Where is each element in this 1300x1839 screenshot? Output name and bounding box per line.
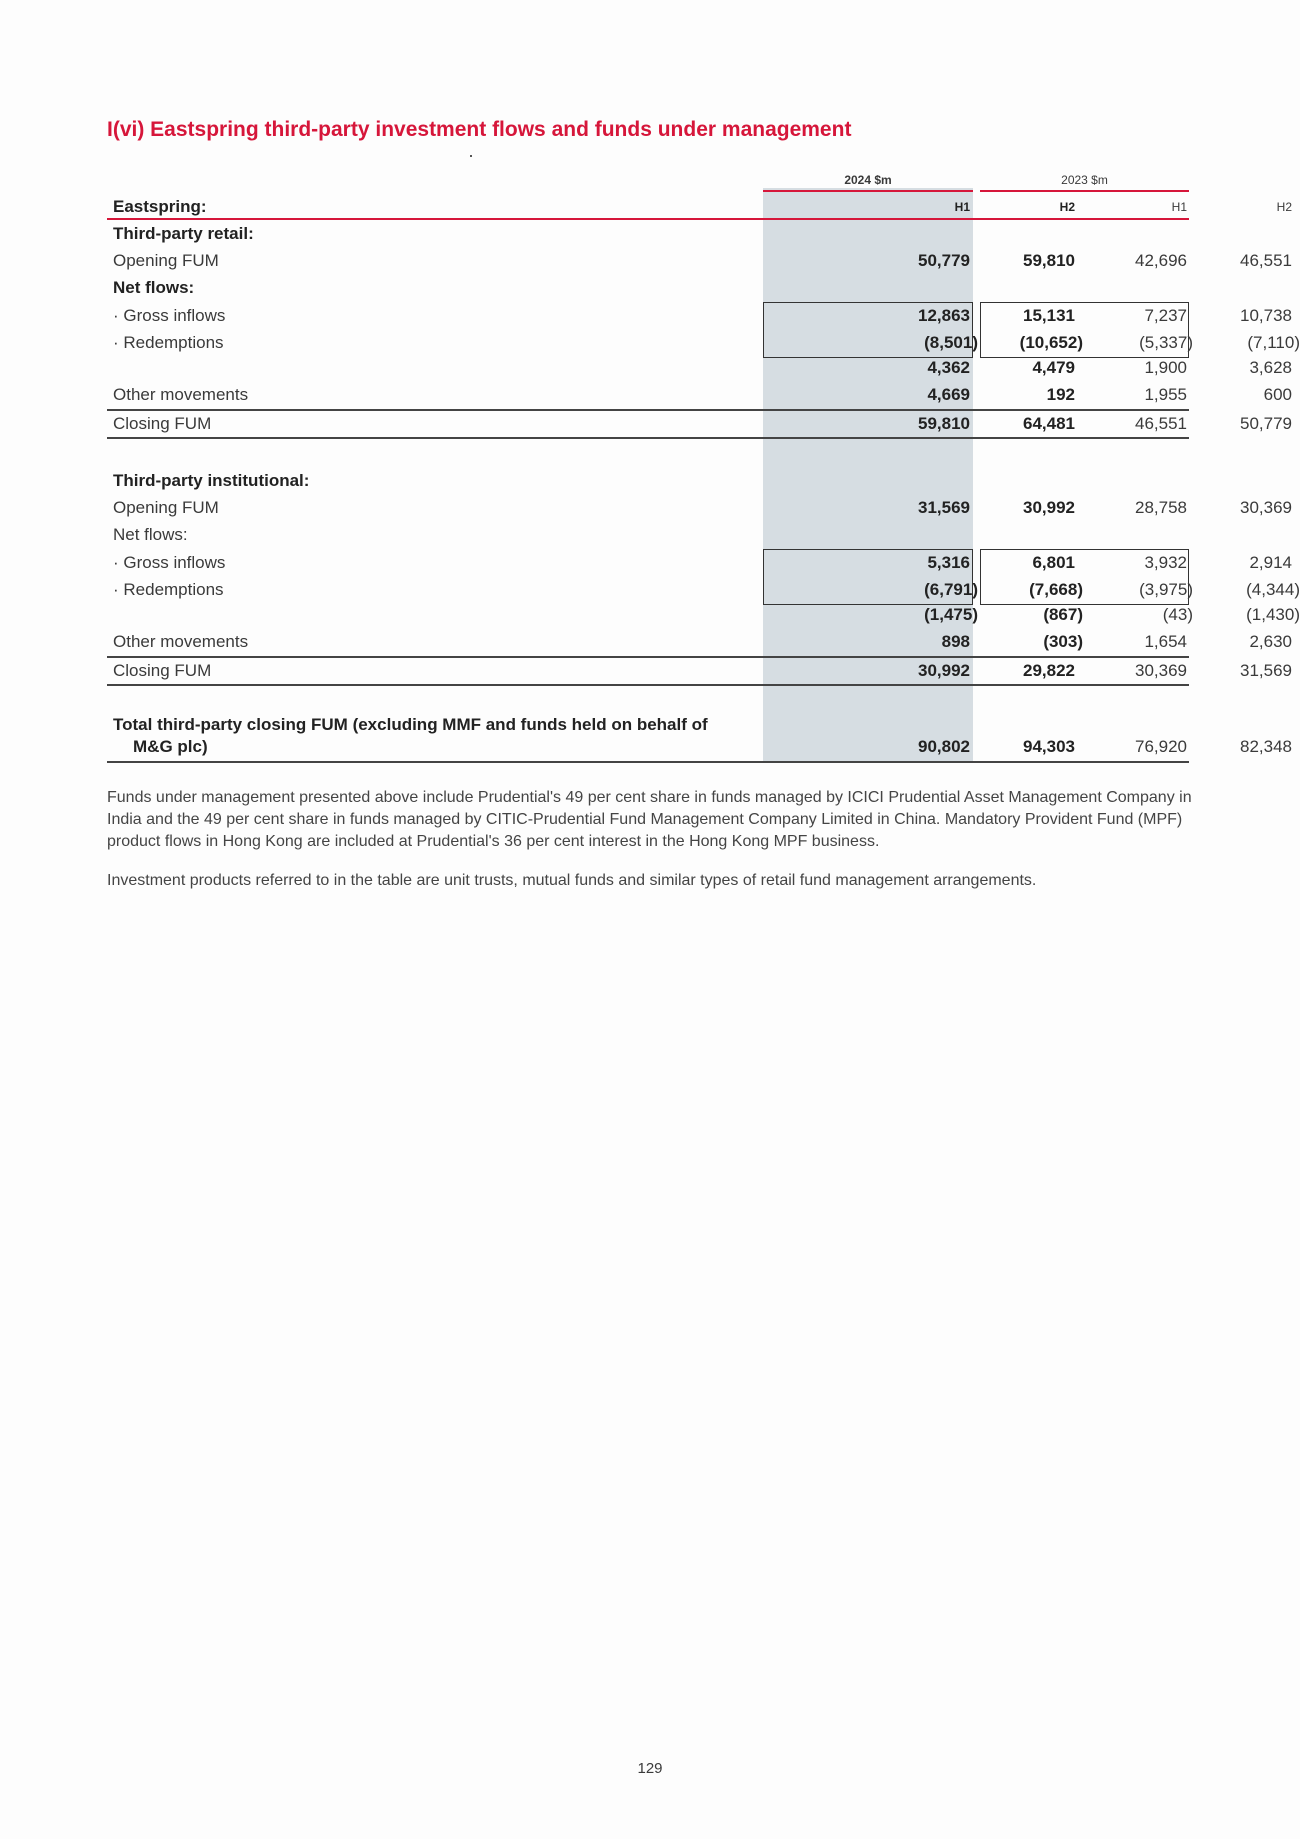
retail-heading: Third-party retail: <box>113 224 254 243</box>
inst-heading-row <box>107 468 1189 494</box>
value-2023-h1: 42,696 <box>1135 251 1187 270</box>
retail-net-row <box>107 355 1292 381</box>
col-h2-2024: H2 <box>1059 200 1075 214</box>
value-2024-h1: 30,992 <box>918 661 970 680</box>
value-2024-h1: 50,779 <box>918 251 970 270</box>
value-2023-h1: 28,758 <box>1135 498 1187 517</box>
inst-closing-row <box>107 658 1292 684</box>
value-2024-h2: (10,652) <box>1019 333 1083 352</box>
value-2023-h2: (4,344) <box>1246 580 1300 599</box>
retail-heading-row <box>107 221 1189 247</box>
rule <box>107 437 1189 439</box>
value-2023-h1: (5,337) <box>1139 333 1193 352</box>
inst-net-row <box>107 602 1300 628</box>
row-label: Closing FUM <box>113 414 212 433</box>
retail-gross-row <box>107 303 1292 329</box>
value-2024-h1: 898 <box>941 632 970 651</box>
year-2023-rule <box>980 190 1189 192</box>
row-label: Opening FUM <box>113 498 219 517</box>
value-2023-h1: 1,900 <box>1144 358 1187 377</box>
value-2024-h2: 64,481 <box>1023 414 1075 433</box>
inst-opening-row <box>107 495 1292 521</box>
retail-netflows-row <box>107 275 1189 301</box>
row-label: Other movements <box>113 632 249 651</box>
header-rule <box>107 218 1189 220</box>
header-label: Eastspring: <box>113 197 207 216</box>
value-2024-h1: 12,863 <box>918 306 970 325</box>
value-2023-h2: 2,914 <box>1249 553 1292 572</box>
inst-gross-row <box>107 550 1292 576</box>
year-2024-header: 2024 $m <box>844 173 892 187</box>
value-2024-h1: 31,569 <box>918 498 970 517</box>
value-2023-h2: 3,628 <box>1249 358 1292 377</box>
col-h2-2023: H2 <box>1276 200 1292 214</box>
value-2024-h2: 94,303 <box>1023 737 1075 756</box>
row-label: Closing FUM <box>113 661 212 680</box>
value-2023-h1: 1,654 <box>1144 632 1187 651</box>
value-2023-h2: 2,630 <box>1249 632 1292 651</box>
retail-other-row <box>107 382 1292 408</box>
year-2024-rule <box>763 190 973 192</box>
row-label: · Gross inflows <box>113 553 226 572</box>
row-label: Other movements <box>113 385 249 404</box>
retail-opening-row <box>107 248 1292 274</box>
header-row <box>107 194 1292 220</box>
value-2023-h1: 76,920 <box>1135 737 1187 756</box>
row-label: · Redemptions <box>113 580 224 599</box>
row-label: · Redemptions <box>113 333 224 352</box>
value-2024-h1: (6,791) <box>924 580 978 599</box>
value-2024-h2: 192 <box>1046 385 1075 404</box>
value-2024-h1: (1,475) <box>924 605 978 624</box>
stray-dot <box>470 155 472 157</box>
value-2024-h1: 59,810 <box>918 414 970 433</box>
value-2023-h1: 1,955 <box>1144 385 1187 404</box>
value-2023-h1: (43) <box>1162 605 1193 624</box>
value-2023-h2: (1,430) <box>1246 605 1300 624</box>
value-2024-h1: 90,802 <box>918 737 970 756</box>
value-2023-h1: 30,369 <box>1135 661 1187 680</box>
value-2023-h2: 82,348 <box>1240 737 1292 756</box>
col-h1-2023: H1 <box>1171 200 1187 214</box>
value-2024-h2: (303) <box>1043 632 1083 651</box>
value-2024-h2: 30,992 <box>1023 498 1075 517</box>
net-flows-label: Net flows: <box>113 278 195 297</box>
col-h1-2024: H1 <box>954 200 970 214</box>
value-2024-h2: 29,822 <box>1023 661 1075 680</box>
value-2023-h2: 50,779 <box>1240 414 1292 433</box>
value-2024-h2: 15,131 <box>1023 306 1075 325</box>
value-2023-h1: (3,975) <box>1139 580 1193 599</box>
inst-other-row <box>107 629 1292 655</box>
total-row <box>107 734 1292 760</box>
footnote-2: Investment products referred to in the table are unit trusts, mutual funds and similar types of retail fund management arrangements. <box>107 872 1037 889</box>
value-2024-h1: 5,316 <box>927 553 970 572</box>
value-2023-h2: 10,738 <box>1240 306 1292 325</box>
year-2023-header: 2023 $m <box>1061 173 1108 187</box>
value-2024-h2: (7,668) <box>1029 580 1083 599</box>
retail-redemptions-row <box>107 330 1300 356</box>
value-2024-h2: 6,801 <box>1032 553 1075 572</box>
value-2023-h1: 7,237 <box>1144 306 1187 325</box>
value-2024-h2: 4,479 <box>1032 358 1075 377</box>
rule <box>107 761 1189 763</box>
value-2023-h2: 30,369 <box>1240 498 1292 517</box>
value-2024-h1: (8,501) <box>924 333 978 352</box>
value-2023-h2: 600 <box>1263 385 1292 404</box>
retail-closing-row <box>107 411 1292 437</box>
rule <box>107 684 1189 686</box>
value-2024-h1: 4,362 <box>927 358 970 377</box>
value-2023-h2: (7,110) <box>1247 333 1300 352</box>
value-2024-h1: 4,669 <box>927 385 970 404</box>
value-2024-h2: 59,810 <box>1023 251 1075 270</box>
page-number: 129 <box>637 1760 663 1777</box>
inst-heading: Third-party institutional: <box>113 471 310 490</box>
value-2023-h2: 46,551 <box>1240 251 1292 270</box>
value-2024-h2: (867) <box>1043 605 1083 624</box>
value-2023-h1: 3,932 <box>1144 553 1187 572</box>
net-flows-label: Net flows: <box>113 525 188 544</box>
value-2023-h1: 46,551 <box>1135 414 1187 433</box>
total-label-line2: M&G plc) <box>133 737 208 756</box>
inst-redemptions-row <box>107 577 1300 603</box>
row-label: · Gross inflows <box>113 306 226 325</box>
value-2023-h2: 31,569 <box>1240 661 1292 680</box>
row-label: Opening FUM <box>113 251 219 270</box>
section-title: I(vi) Eastspring third-party investment flows and funds under management <box>107 118 852 141</box>
total-label-line1: Total third-party closing FUM (excluding MMF and funds held on behalf of <box>113 715 708 734</box>
footnote-1: Funds under management presented above include Prudential's 49 per cent share in funds managed by ICICI Prudential Asset Management Company in India and the 49 per cent share in funds managed by CITIC-Prudential Fund Management Company Limited in China. Mandatory Provident Fund (MPF) product flows in Hong Kong are included at Prudential's 36 per cent interest in the Hong Kong MPF business. <box>107 789 1192 850</box>
inst-netflows-row <box>107 522 1189 548</box>
